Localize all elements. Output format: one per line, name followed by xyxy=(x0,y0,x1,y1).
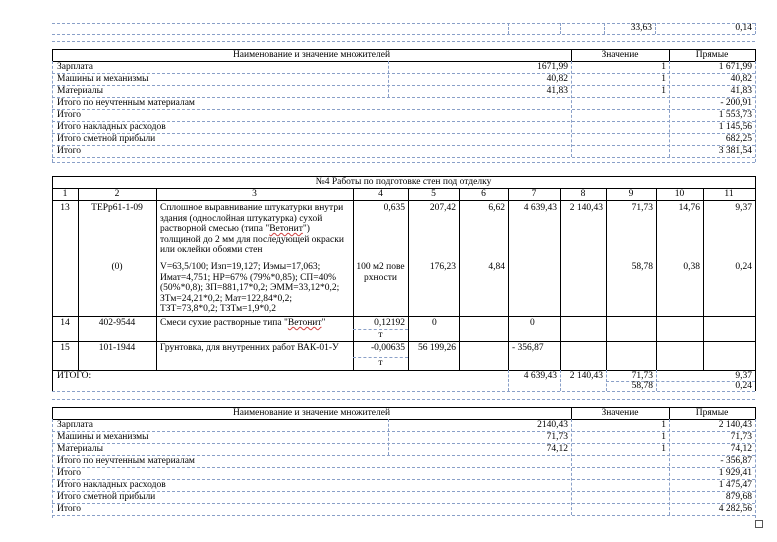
total-direct: 1 475,47 xyxy=(718,480,752,490)
item-col10: 14,76 xyxy=(678,203,700,213)
item-code: 402-9544 xyxy=(98,318,136,328)
col-header-8: 8 xyxy=(580,189,586,199)
col-header-11: 11 xyxy=(724,189,734,199)
row-amount: 40,82 xyxy=(546,74,568,84)
total-label: Итого xyxy=(57,110,82,120)
item-col5: 56 199,26 xyxy=(418,343,456,353)
col-header-1: 1 xyxy=(62,189,68,199)
total-col9: 71,73 xyxy=(631,371,653,381)
row-direct: 74,12 xyxy=(730,444,752,454)
mult2-header-direct: Прямые xyxy=(695,408,729,418)
total-label: Итого по неучтенным материалам xyxy=(57,98,195,108)
row-value: 1 xyxy=(661,86,666,96)
total-label: Итого xyxy=(57,504,82,514)
total-label: Итого накладных расходов xyxy=(57,480,166,490)
item-col7: - 356,87 xyxy=(512,343,544,353)
top-value-1: 33,63 xyxy=(630,23,652,33)
item-quantity: 0,12192 xyxy=(374,318,405,328)
row-value: 1 xyxy=(661,444,666,454)
row-value: 1 xyxy=(661,62,666,72)
row-amount: 71,73 xyxy=(546,432,568,442)
row-amount: 1671,99 xyxy=(537,62,568,72)
col-header-6: 6 xyxy=(481,189,486,199)
total-col9-sub: 58,78 xyxy=(631,381,653,391)
col-header-5: 5 xyxy=(431,189,436,199)
total-col11-sub: 0,24 xyxy=(735,381,752,391)
section-title: №4 Работы по подготовке стен под отделку xyxy=(315,177,492,187)
total-label: Итого сметной прибыли xyxy=(57,134,156,144)
item-col7: 4 639,43 xyxy=(523,203,557,213)
mult2-header-value: Значение xyxy=(601,408,639,418)
col-header-2: 2 xyxy=(114,189,120,199)
item-unit: т xyxy=(378,330,383,340)
item-number: 15 xyxy=(60,343,70,353)
item-col5: 0 xyxy=(432,318,437,328)
mult1-header-value: Значение xyxy=(601,50,639,60)
item-col6: 4,84 xyxy=(488,262,505,272)
row-direct: 41,83 xyxy=(730,86,752,96)
row-amount: 41,83 xyxy=(546,86,568,96)
total-label: Итого накладных расходов xyxy=(57,122,166,132)
total-label: Итого xyxy=(57,468,82,478)
row-label: Материалы xyxy=(57,444,104,454)
mult2-header-name: Наименование и значение множителей xyxy=(232,408,391,418)
col-header-7: 7 xyxy=(531,189,537,199)
row-value: 1 xyxy=(661,432,666,442)
total-label: ИТОГО: xyxy=(57,371,92,381)
item-code: (0) xyxy=(111,262,123,272)
total-direct: 4 282,56 xyxy=(718,504,752,514)
item-quantity: -0,00635 xyxy=(370,343,405,353)
item-description: Смеси сухие растворные типа "Ветонит" xyxy=(160,318,326,328)
row-value: 1 xyxy=(661,420,666,430)
row-direct: 2 140,43 xyxy=(718,420,752,430)
item-col8: 2 140,43 xyxy=(569,203,603,213)
row-direct: 40,82 xyxy=(730,74,752,84)
item-quantity: 0,635 xyxy=(383,203,405,213)
item-description: Грунтовка, для внутренних работ ВАК-01-У xyxy=(160,343,339,353)
item-number: 14 xyxy=(60,318,70,328)
col-header-10: 10 xyxy=(674,189,685,199)
col-header-4: 4 xyxy=(378,189,383,199)
total-direct: - 356,87 xyxy=(720,456,752,466)
item-col5: 176,23 xyxy=(429,262,456,272)
item-col7: 0 xyxy=(530,318,535,328)
item-col9: 58,78 xyxy=(631,262,653,272)
total-col8: 2 140,43 xyxy=(569,371,603,381)
item-description: Сплошное выравнивание штукатурки внутри здания (однослойная штукатурка) сухой растворной смесью (типа "Ветонит") толщиной до 2 мм для последующей окраски или оклейки обоями стен xyxy=(160,203,344,255)
item-code: ТЕРр61-1-09 xyxy=(91,203,143,213)
total-col7: 4 639,43 xyxy=(523,371,557,381)
item-unit: 100 м2 поверхности xyxy=(356,262,405,283)
row-label: Машины и механизмы xyxy=(57,432,149,442)
total-direct: 1 929,41 xyxy=(718,468,752,478)
total-col11: 9,37 xyxy=(735,371,752,381)
total-direct: 3 381,54 xyxy=(718,146,752,156)
item-col9: 71,73 xyxy=(631,203,653,213)
row-label: Машины и механизмы xyxy=(57,74,149,84)
row-direct: 1 671,99 xyxy=(718,62,752,72)
item-formula: V=63,5/100; Изп=19,127; Иэмы=17,063; Имат=4,751; НР=67% (79%*0,85); СП=40% (50%*0,8); ЗП=881,17*0,2; ЭММ=33,12*0,2; ЗТм=24,21*0,2; Мат=122,84*0,2; ТЗТ=73,8*0,2; ТЗТм=1,9*0,2 xyxy=(160,262,340,314)
total-direct: 879,68 xyxy=(725,492,752,502)
col-header-9: 9 xyxy=(628,189,634,199)
row-label: Зарплата xyxy=(57,420,94,430)
row-label: Зарплата xyxy=(57,62,94,72)
total-direct: 1 145,56 xyxy=(718,122,752,132)
item-col5: 207,42 xyxy=(429,203,456,213)
item-col11: 9,37 xyxy=(735,203,752,213)
resize-handle[interactable] xyxy=(755,520,763,528)
top-value-2: 0,14 xyxy=(735,23,752,33)
mult1-header-direct: Прямые xyxy=(695,50,729,60)
item-number: 13 xyxy=(60,203,70,213)
row-value: 1 xyxy=(661,74,666,84)
col-header-3: 3 xyxy=(252,189,257,199)
total-direct: - 200,91 xyxy=(720,98,752,108)
item-col11: 0,24 xyxy=(735,262,752,272)
mult1-header-name: Наименование и значение множителей xyxy=(232,50,391,60)
row-amount: 2140,43 xyxy=(537,420,568,430)
row-direct: 71,73 xyxy=(730,432,752,442)
total-direct: 1 553,73 xyxy=(718,110,752,120)
total-label: Итого по неучтенным материалам xyxy=(57,456,195,466)
item-unit: т xyxy=(378,358,383,368)
row-amount: 74,12 xyxy=(546,444,568,454)
item-col6: 6,62 xyxy=(488,203,505,213)
item-col10: 0,38 xyxy=(683,262,700,272)
total-label: Итого xyxy=(57,146,82,156)
item-code: 101-1944 xyxy=(98,343,136,353)
total-direct: 682,25 xyxy=(725,134,752,144)
row-label: Материалы xyxy=(57,86,104,96)
total-label: Итого сметной прибыли xyxy=(57,492,156,502)
